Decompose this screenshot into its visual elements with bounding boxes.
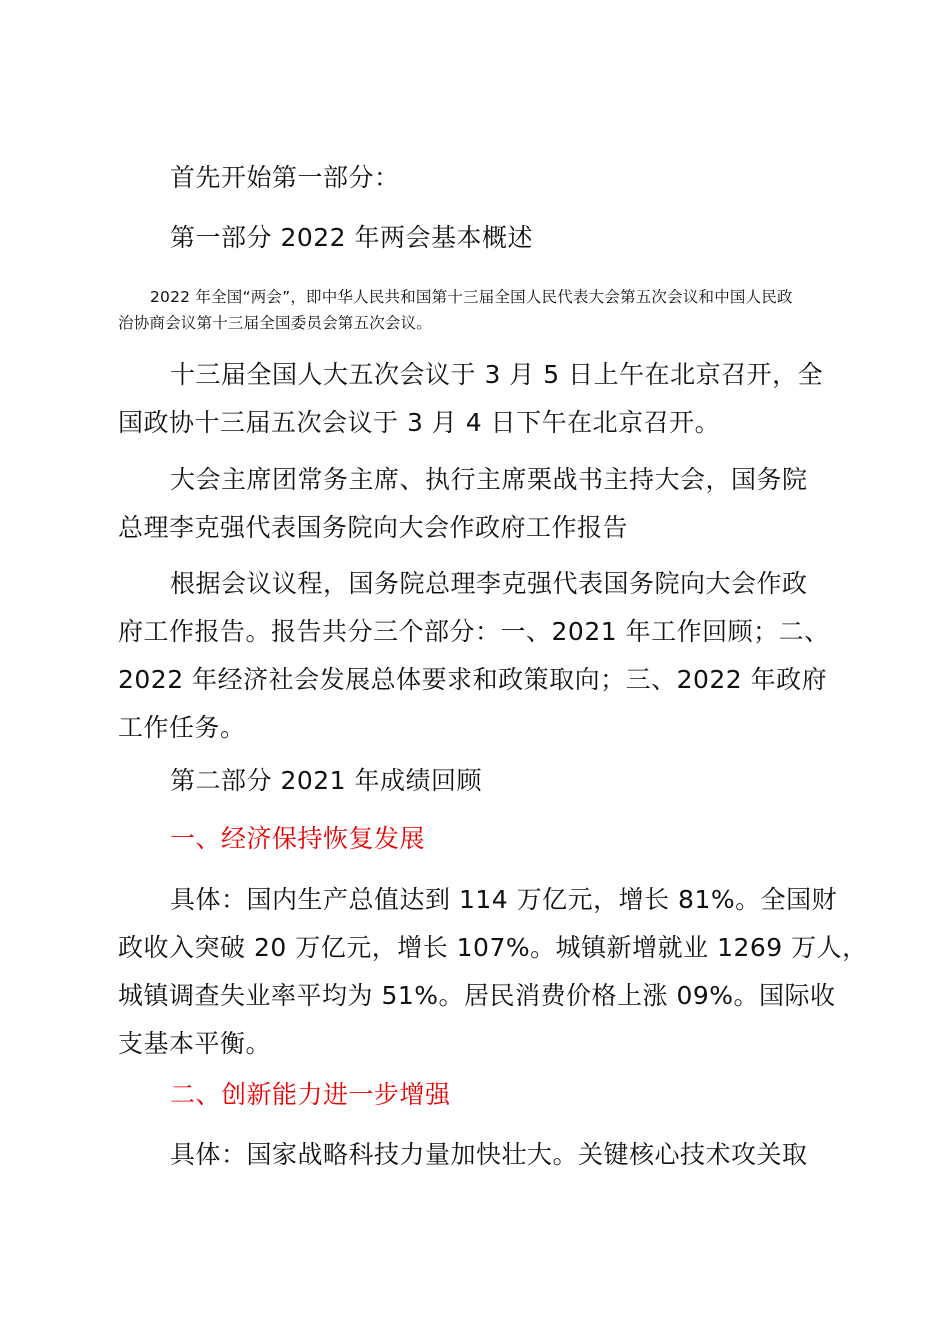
presidium-paragraph [118,456,838,552]
section1-line-1: 具体：国内生产总值达到 114 万亿元，增长 81%。全国财 [170,885,838,914]
presidium-line-1: 大会主席团常务主席、执行主席栗战书主持大会，国务院 [170,465,808,494]
intro-line: 首先开始第一部分： [170,163,400,192]
section1-heading: 一、经济保持恢复发展 [170,824,426,853]
section2-heading: 二、创新能力进一步增强 [170,1080,451,1109]
report-line-4: 工作任务。 [118,713,246,742]
report-paragraph [118,560,838,752]
section1-line-4: 支基本平衡。 [118,1029,272,1058]
part1-heading: 第一部分 2022 年两会基本概述 [170,223,534,252]
report-line-2: 府工作报告。报告共分三个部分：一、2021 年工作回顾；二、 [118,617,830,646]
meeting-line-2: 国政协十三届五次会议于 3 月 4 日下午在北京召开。 [118,408,721,437]
note-line-1: 2022 年全国“两会”，即中华人民共和国第十三届全国人民代表大会第五次会议和中国人民政 [150,288,793,306]
meeting-line-1: 十三届全国人大五次会议于 3 月 5 日上午在北京召开，全 [170,360,824,389]
section1-body [118,876,868,1068]
section2-body [118,1131,838,1179]
note-line-2: 治协商会议第十三届全国委员会第五次会议。 [118,314,433,332]
presidium-line-2: 总理李克强代表国务院向大会作政府工作报告 [118,513,629,542]
section2-line-1: 具体：国家战略科技力量加快壮大。关键核心技术攻关取 [170,1140,808,1169]
report-line-3: 2022 年经济社会发展总体要求和政策取向；三、2022 年政府 [118,665,828,694]
part2-heading: 第二部分 2021 年成绩回顾 [170,766,483,795]
report-line-1: 根据会议议程，国务院总理李克强代表国务院向大会作政 [170,569,808,598]
note-paragraph [118,284,848,336]
meeting-paragraph [118,351,838,447]
section1-line-3: 城镇调查失业率平均为 51%。居民消费价格上涨 09%。国际收 [118,981,836,1010]
section1-line-2: 政收入突破 20 万亿元，增长 107%。城镇新增就业 1269 万人， [118,933,868,962]
